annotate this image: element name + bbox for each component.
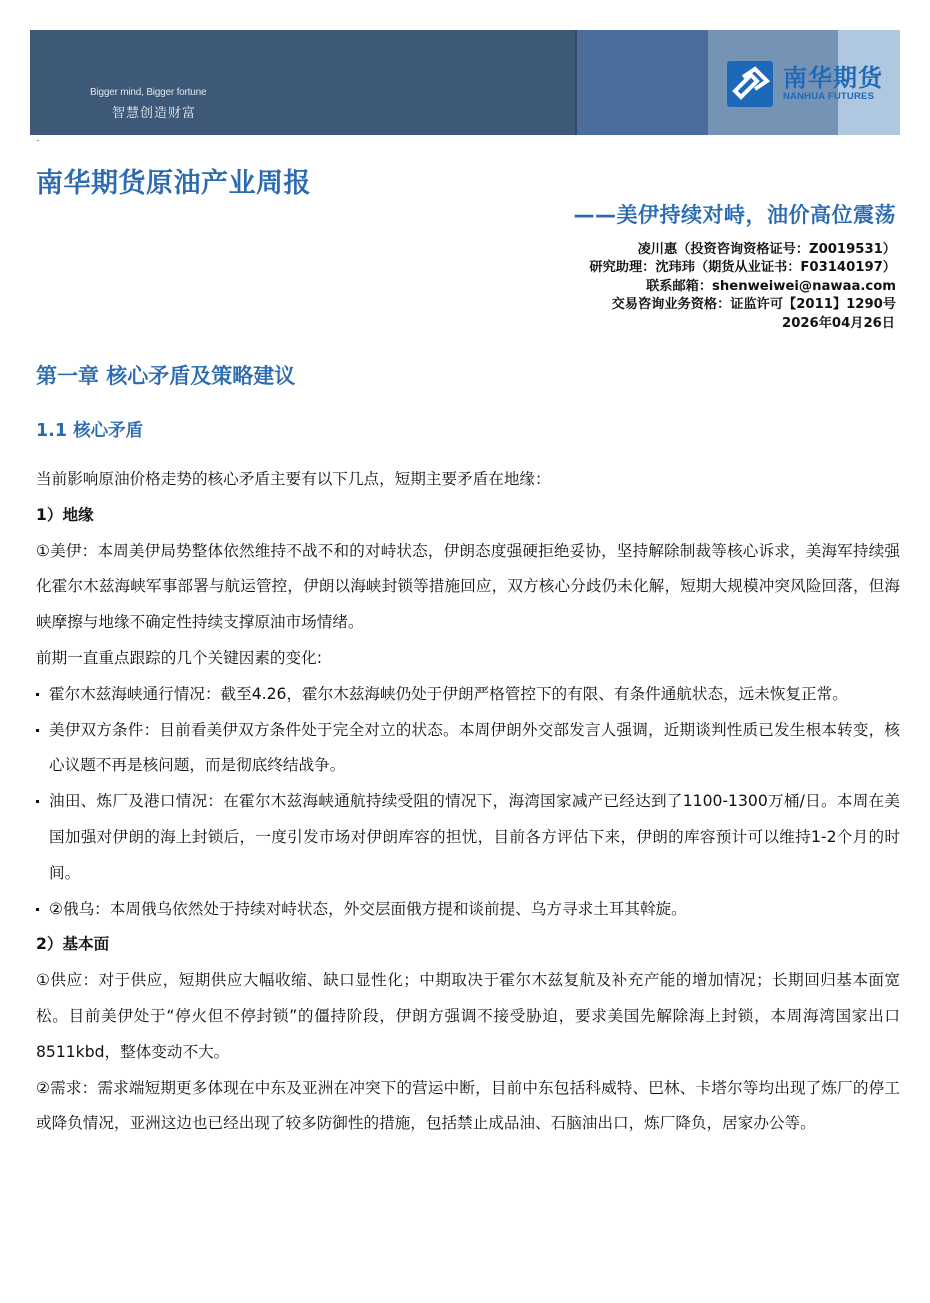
- assistant-line: 研究助理：沈玮玮（期货从业证书：F03140197）: [589, 260, 896, 276]
- bullet-icon: [36, 800, 39, 803]
- company-logo: [727, 61, 883, 107]
- bullet-icon: [36, 729, 39, 732]
- stray-mark: [37, 140, 39, 141]
- list-item: ②俄乌：本周俄乌依然处于持续对峙状态，外交层面俄方提和谈前提、乌方寻求土耳其斡旋。: [36, 892, 900, 928]
- intro-paragraph: 当前影响原油价格走势的核心矛盾主要有以下几点，短期主要矛盾在地缘：: [36, 470, 551, 488]
- nanhua-logo-icon: [727, 61, 773, 107]
- license-line: 交易咨询业务资格：证监许可【2011】1290号: [611, 297, 896, 313]
- report-date: 2026年04月26日: [782, 315, 895, 331]
- email-line: 联系邮箱：shenweiwei@nawaa.com: [646, 278, 896, 294]
- slogan-english: Bigger mind, Bigger fortune: [90, 87, 207, 98]
- list-item: 霍尔木兹海峡通行情况：截至4.26，霍尔木兹海峡仍处于伊朗严格管控下的有限、有条件通航状态，远未恢复正常。: [36, 677, 900, 713]
- author-info: [589, 241, 896, 333]
- geopolitics-heading: 1）地缘: [36, 505, 94, 524]
- list-item: 美伊双方条件：目前看美伊双方条件处于完全对立的状态。本周伊朗外交部发言人强调，近期谈判性质已发生根本转变，核心议题不再是核问题，而是彻底终结战争。: [36, 713, 900, 785]
- supply-paragraph: ①供应：对于供应，短期供应大幅收缩、缺口显性化；中期取决于霍尔木兹复航及补充产能的增加情况；长期回归基本面宽松。目前美伊处于“停火但不停封锁”的僵持阶段，伊朗方强调不接受胁迫，要求美国先解除海上封锁，本周海湾国家出口8511kbd，整体变动不大。: [36, 971, 900, 1061]
- logo-text-chinese: 南华期货: [783, 64, 883, 92]
- chapter-heading: 第一章 核心矛盾及策略建议: [36, 364, 296, 388]
- section-heading: 1.1 核心矛盾: [36, 421, 144, 441]
- report-subtitle: ——美伊持续对峙，油价高位震荡: [573, 203, 896, 227]
- demand-paragraph: ②需求：需求端短期更多体现在中东及亚洲在冲突下的营运中断，目前中东包括科威特、巴林、卡塔尔等均出现了炼厂的停工或降负情况，亚洲这边也已经出现了较多防御性的措施，包括禁止成品油、石脑油出口，炼厂降负，居家办公等。: [36, 1078, 900, 1133]
- slogan-chinese: 智慧创造财富: [112, 106, 197, 121]
- banner-segment-dark: [30, 30, 575, 135]
- banner-segment-mid: [575, 30, 708, 135]
- bullet-icon: [36, 908, 39, 911]
- fundamentals-heading: 2）基本面: [36, 935, 110, 954]
- us-iran-paragraph: ①美伊：本周美伊局势整体依然维持不战不和的对峙状态，伊朗态度强硬拒绝妥协，坚持解除制裁等核心诉求，美海军持续强化霍尔木兹海峡军事部署与航运管控，伊朗以海峡封锁等措施回应，双方核心分歧仍未化解，短期大规模冲突风险回落，但海峡摩擦与地缘不确定性持续支撑原油市场情绪。: [36, 541, 900, 632]
- report-title: 南华期货原油产业周报: [36, 168, 311, 199]
- tracking-intro: 前期一直重点跟踪的几个关键因素的变化:: [36, 648, 322, 667]
- analyst-line: 凌川惠（投资咨询资格证号：Z0019531）: [637, 242, 896, 257]
- logo-text-english: NANHUA FUTURES: [783, 91, 875, 102]
- report-body: [36, 462, 900, 1142]
- list-item: 油田、炼厂及港口情况：在霍尔木兹海峡通航持续受阻的情况下，海湾国家减产已经达到了1100-1300万桶/日。本周在美国加强对伊朗的海上封锁后，一度引发市场对伊朗库容的担忧，目前各方评估下来，伊朗的库容预计可以维持1-2个月的时间。: [36, 784, 900, 891]
- bullet-icon: [36, 693, 39, 696]
